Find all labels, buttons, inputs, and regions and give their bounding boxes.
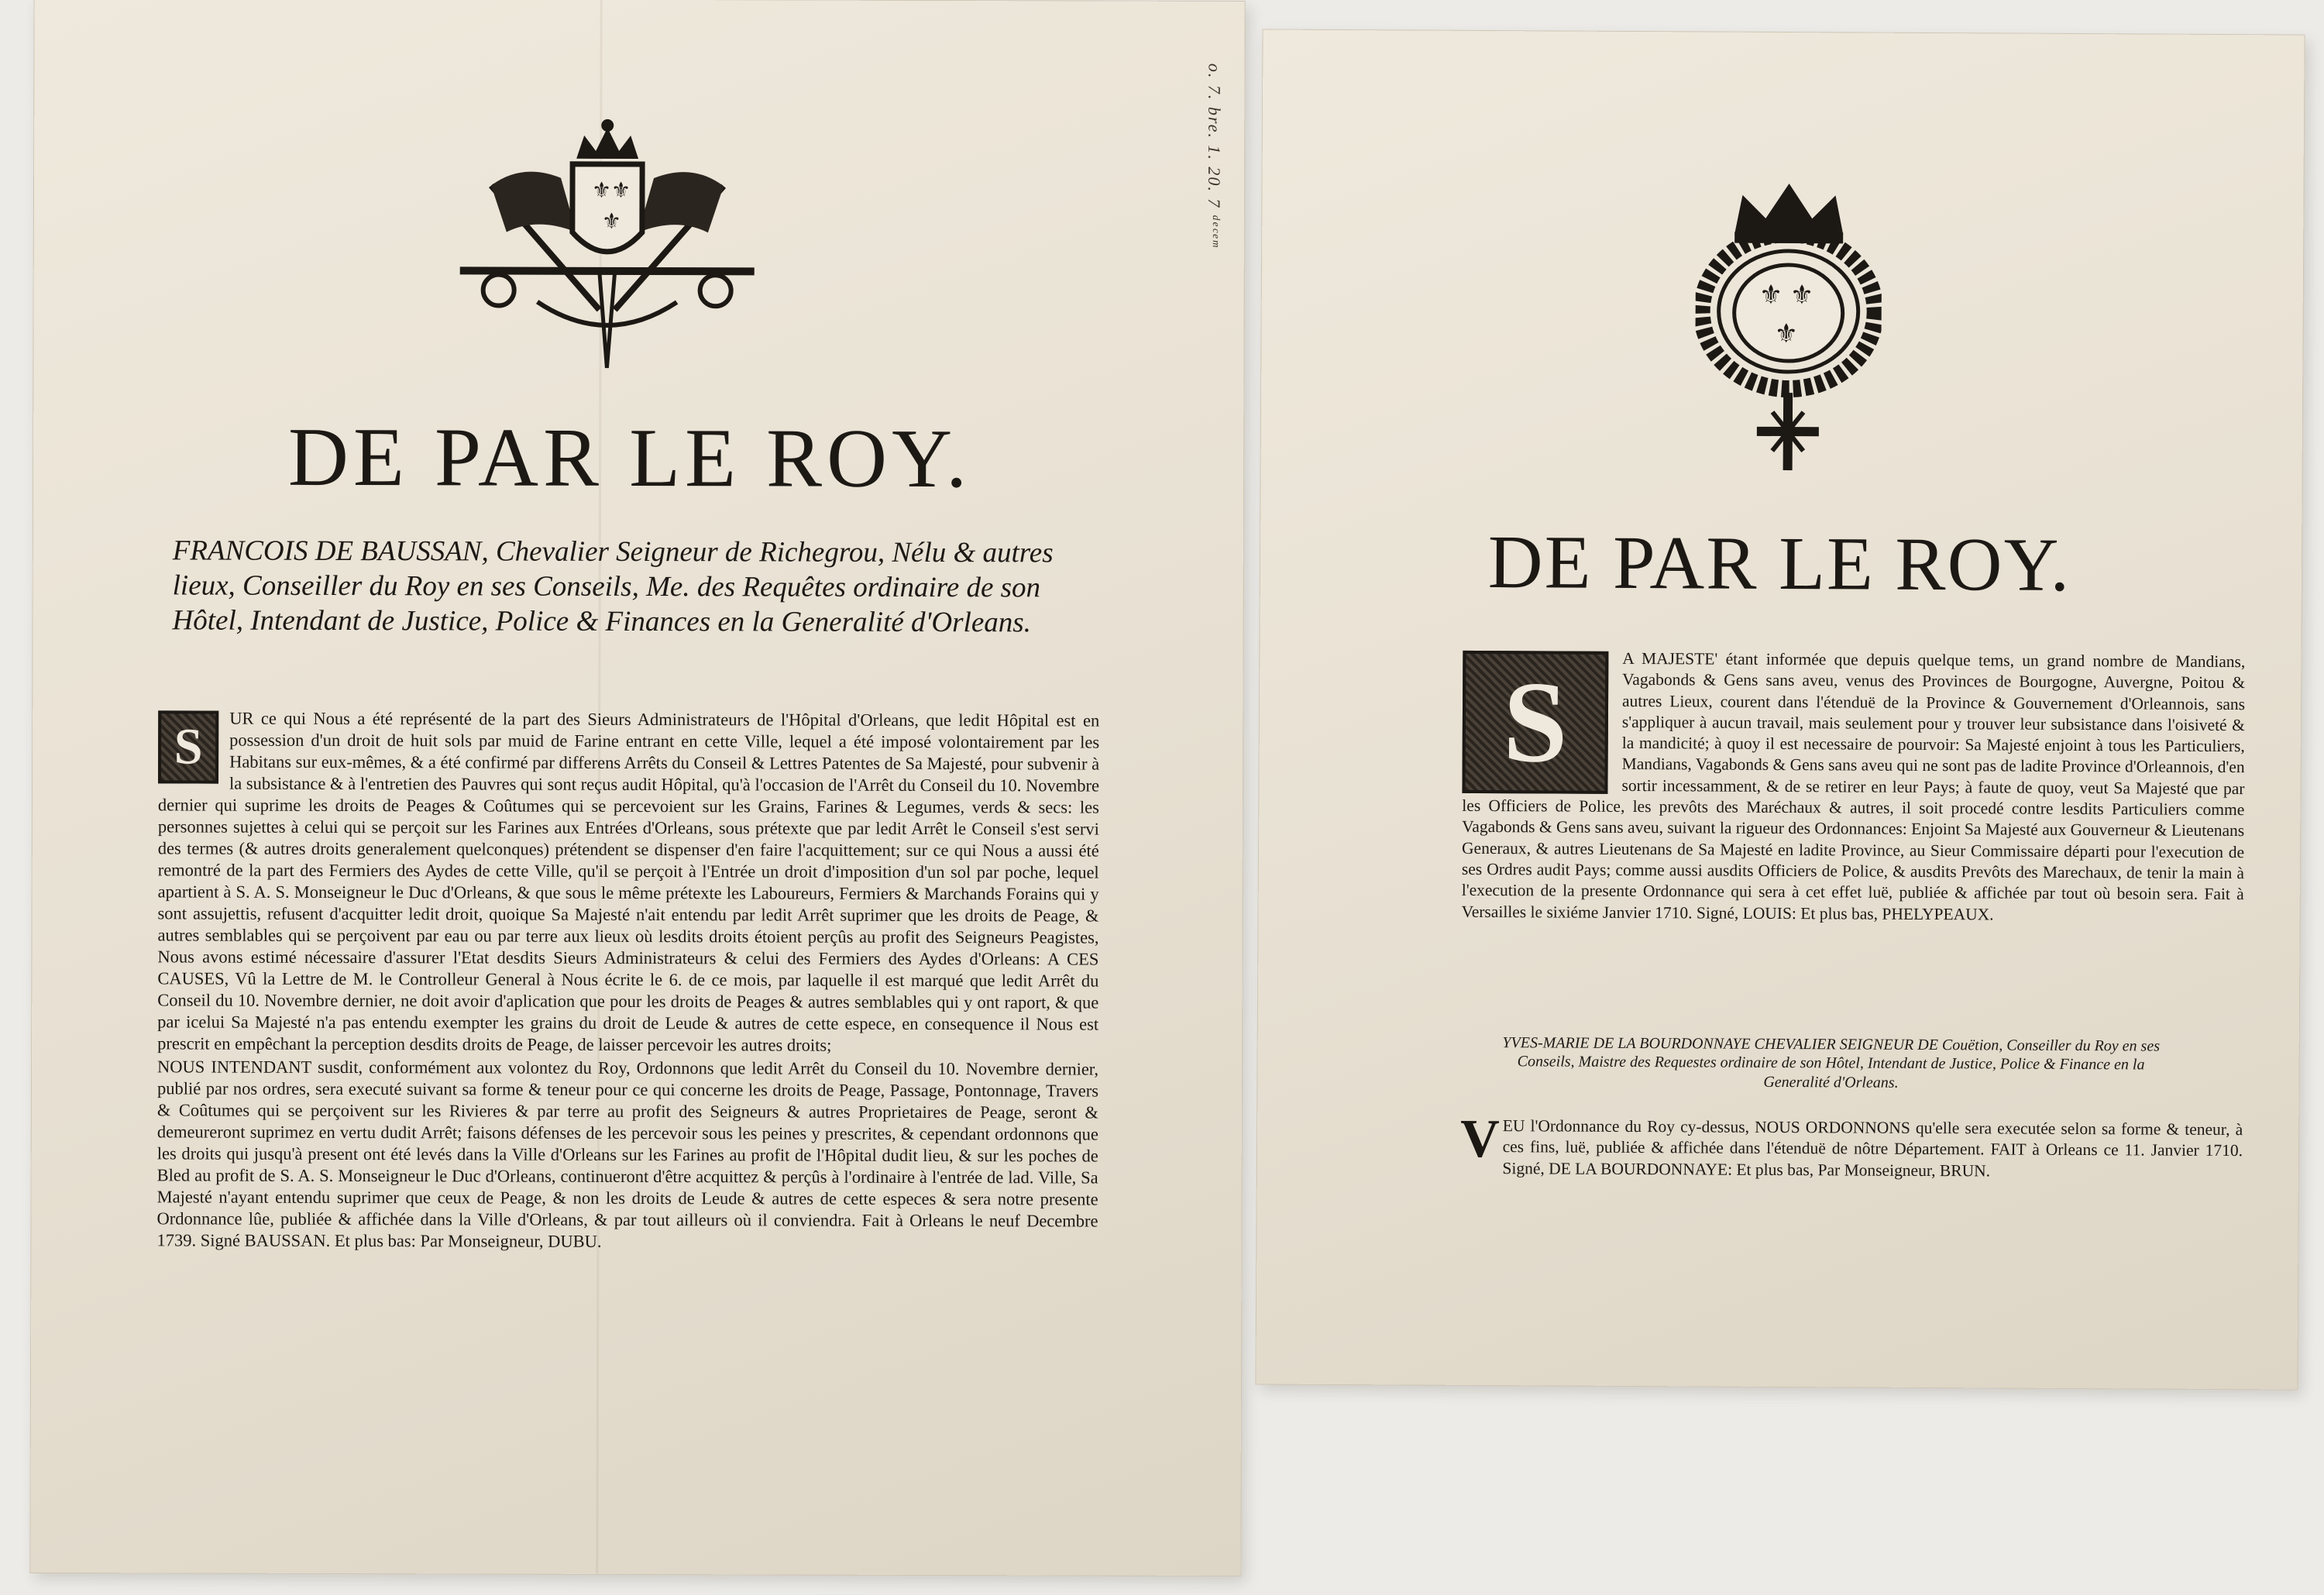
right-issuer-intro: YVES-MARIE DE LA BOURDONNAYE CHEVALIER SEIGNEUR DE Couëtion, Conseiller du Roy en ses Conseils, Maistre des Requestes ordinaire de son Hôtel, Intendant de Justice, Police & Finance en la Generalité d'Orleans. <box>1502 1034 2161 1091</box>
right-drop-cap-v: V <box>1459 1109 1500 1170</box>
left-proclamation <box>30 0 1244 1576</box>
left-body <box>156 707 1099 1253</box>
royal-arms-trophy-emblem <box>444 115 770 380</box>
right-title: DE PAR LE ROY. <box>1487 521 2071 607</box>
right-body-intendant-order <box>1459 1109 2243 1183</box>
left-paragraph-2: NOUS INTENDANT susdit, conformément aux volontez du Roy, Ordonnons que ledit Arrêt du Conseil du 10. Novembre dernier, publié par nos ordres, sera executé suivant sa forme & teneur pour ce qui concerne les droits de Peage, Passage, Pontonnage, Travers & Coûtumes qui se perçoivent sur les Rivieres & par terre au profit des Seigneurs & autres Proprietaires de Peage, seront & demeureront suprimez en vertu dudit Arrêt; faisons défenses de les percevoir sous les peines y prescrites, & cependant ordonnons que les droits qui jusqu'à present ont été levés dans la Ville d'Orleans sur les Farines au profit de l'Hôpital dudit lieu, & sur les poches de Bled au profit de S. A. S. Monseigneur le Duc d'Orleans, continueront d'être acquittez & perçûs à l'ordinaire à l'entrée de lad. Ville, Sa Majesté n'ayant entendu suprimer que ceux de Peage, & non les droits de Leude & autres de cette especes & sera notre presente Ordonnance lûe, publiée & affichée dans la Ville d'Orleans, & par tout ailleurs où il conviendra. Fait à Orleans le neuf Decembre 1739. Signé BAUSSAN. Et plus bas: Par Monseigneur, DUBU. <box>156 1057 1099 1251</box>
svg-text:⚜: ⚜ <box>610 178 631 203</box>
right-body-royal-order <box>1462 648 2246 926</box>
right-paragraph-2: VEU l'Ordonnance du Roy cy-dessus, NOUS ORDONNONS qu'elle sera executée selon sa forme & teneur, à ces fins, luë, publiée & affichée dans l'étenduë de nôtre Département. FAIT à Orleans ce 11. Janvier 1710. Signé, DE LA BOURDONNAYE: Et plus bas, Par Monseigneur, BRUN. <box>1459 1109 2243 1181</box>
right-proclamation <box>1256 29 2304 1389</box>
svg-text:⚜: ⚜ <box>591 178 612 203</box>
svg-text:⚜: ⚜ <box>1789 281 1814 311</box>
right-paragraph-1: S A MAJESTE' étant informée que depuis quelque tems, un grand nombre de Mandians, Vagabonds & Gens sans aveu, venus des Provinces de Bourgogne, Auvergne, Poitou & autres Lieux, courent dans l'étenduë de la Province & Gouvernement d'Orleannois, sans s'appliquer à aucun travail, mais seulement pour y trouver leur subsistance dans l'oisiveté & la mandicité; à quoy il est necessaire de pourvoir: Sa Majesté enjoint à tous les Particuliers, Mandians, Vagabonds & Gens sans aveu qui ne sont pas de ladite Province d'Orleannois, d'en sortir incessamment, & de se retirer en leur Pays; à faute de quoy, veut Sa Majesté que par les Officiers de Police, les prevôts des Maréchaux & autres, il soit procedé contre lesdits Particuliers comme Vagabonds & Gens sans aveu, suivant la rigueur des Ordonnances: Enjoint Sa Majesté aux Gouverneur & Lieutenans Generaux, & autres Lieutenans de Sa Majesté en ladite Province, au Sieur Commissaire départi pour l'execution de ses Ordres audit Pays; comme aussi ausdits Officiers de Police, & ausdits Prevôts des Marechaux, de tenir la main à l'execution de la presente Ordonnance qui sera à cet effet luë, publiée & affichée par tout où besoin sera. Fait à Versailles le sixiéme Janvier 1710. Signé, LOUIS: Et plus bas, PHELYPEAUX. <box>1461 648 2246 924</box>
left-paragraph-1: S UR ce qui Nous a été représenté de la part des Sieurs Administrateurs de l'Hôpital d'Orleans, que ledit Hôpital est en possession d'un droit de huit sols par muid de Farine entrant en cette Ville, lequel a été imposé volontairement par les Habitans sur eux-mêmes, & a été confirmé par differens Arrêts du Conseil & Lettres Patentes de Sa Majesté, pour subvenir à la subsistance & à l'entretien des Pauvres qui sont reçus audit Hôpital, qu'à l'occasion de l'Arrêt du Conseil du 10. Novembre dernier qui suprime les droits de Peages & Coûtumes qui se percevoient sur les Grains, Farines & Legumes, verds & secs: les personnes sujettes à celui qui se perçoit sur les Farines aux Entrées d'Orleans, sous prétexte que par ledit Arrêt le Conseil s'est servi des termes (& autres droits generalement quelconques) prétendent se dispenser d'en faire l'acquittement; sur ce qui Nous a aussi été remontré de la part des Fermiers des Aydes de cette Ville, qu'il se perçoit à l'Entrée un droit d'imposition d'un sol par poche, lequel apartient à S. A. S. Monseigneur le Duc d'Orleans, & que sous le même prétexte les Laboureurs, Fermiers & Marchands Forains qui y sont assujettis, refusent d'acquitter ledit droit, quoique Sa Majesté n'ait entendu par ledit Arrêt suprimer que les droits de Peage, & autres semblables qui se perçoivent par eau ou par terre aux lieux où lesdits droits étoient perçûs au profit des Seigneurs Peagistes, Nous avons estimé nécessaire d'assurer l'Etat desdits Sieurs Administrateurs & celui des Fermiers des Aydes d'Orleans: A CES CAUSES, Vû la Lettre de M. le Controlleur General à Nous écrite le 6. de ce mois, par laquelle il est marqué que ledit Arrêt du Conseil du 10. Novembre dernier, ne doit avoir d'aplication que pour les droits de Peages & autres semblables qui y ont raport, & que par icelui Sa Majesté n'a pas entendu exempter les grains du droit de Leude & autres de cette espece, en consequence il Nous est prescrit en empêchant la perception desdits droits de Peage, de laisser percevoir les autres droits; <box>157 708 1100 1055</box>
svg-text:⚜: ⚜ <box>1758 280 1783 311</box>
svg-text:⚜: ⚜ <box>601 209 622 234</box>
left-title: DE PAR LE ROY. <box>287 411 972 506</box>
margin-annotation: o. 7. bre. 1. 20. 7 ᵈᵉᶜᵉᵐ <box>1204 63 1225 249</box>
right-drop-cap: S <box>1462 651 1608 794</box>
left-issuer-intro: FRANCOIS DE BAUSSAN, Chevalier Seigneur de Richegrou, Nélu & autres lieux, Conseiller du Roy en ses Conseils, Me. des Requêtes ordinaire de son Hôtel, Intendant de Justice, Police & Finances en la Generalité d'Orleans. <box>172 535 1054 639</box>
left-drop-cap: S <box>158 710 218 783</box>
royal-arms-collar-emblem <box>1695 179 1882 474</box>
svg-text:⚜: ⚜ <box>1774 319 1799 349</box>
